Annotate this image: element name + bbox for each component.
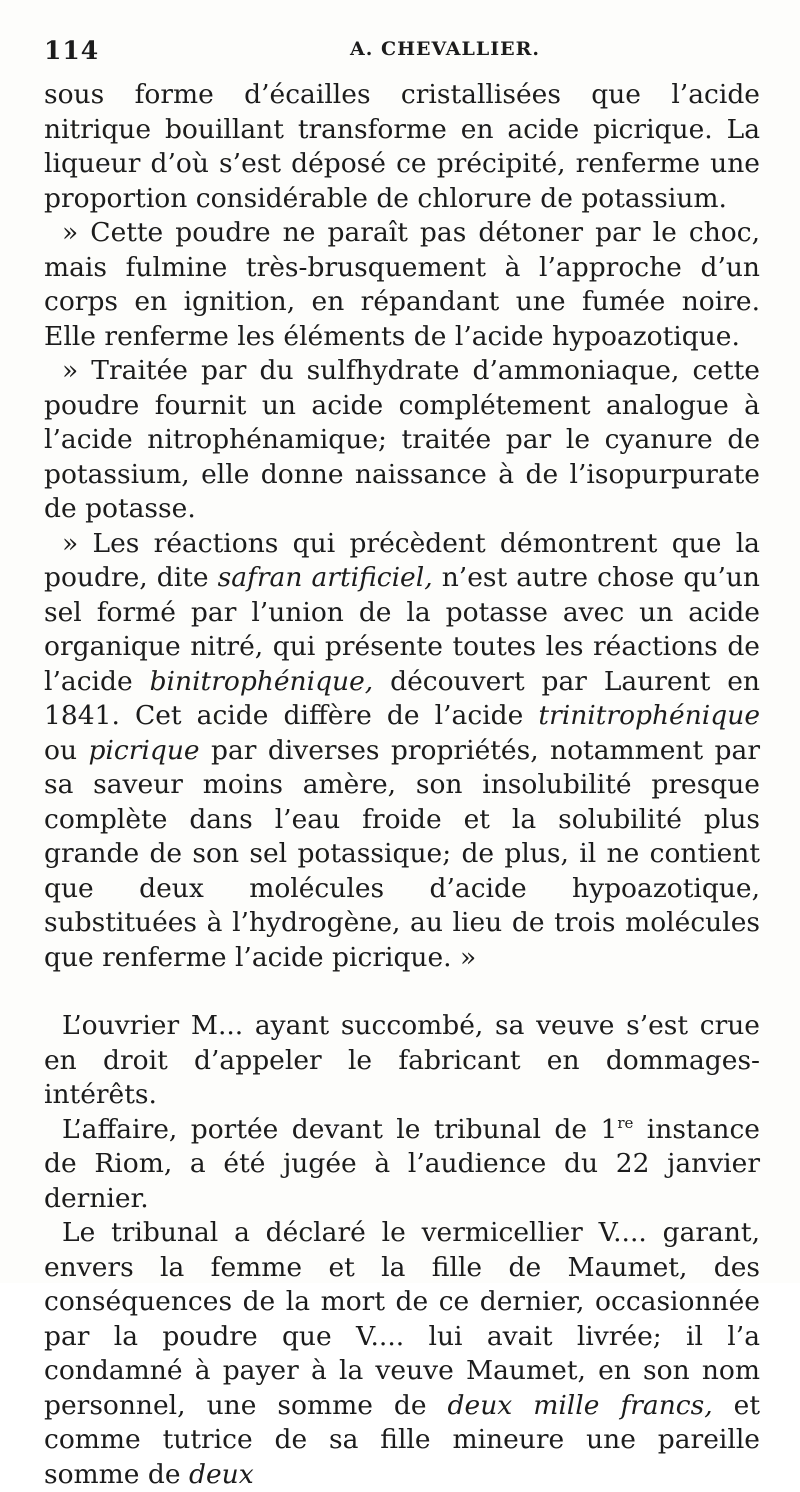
paragraph-4-text-a: » Les réactions qui précèdent démontrent que la poudre, dite xyxy=(44,527,760,593)
paragraph-6-text-a: L’affaire, portée devant le tribunal de 1 xyxy=(62,1113,618,1145)
paragraph-4-text-i: par diverses propriétés, notamment par sa saveur moins amère, son insolubilité presque complète dans l’eau froide et la solubilité plus grande de son sel potassique; de plus, il ne contient que deux molécules d’acide hypoazotique, substituées à l’hydrogène, au lieu de trois molécules que renferme l’acide picrique. » xyxy=(44,734,760,973)
paragraph-1: sous forme d’écailles cristallisées que l’acide nitrique bouillant transforme en acide picrique. La liqueur d’où s’est déposé ce précipité, renferme une proportion considérable de chlorure de potassium. xyxy=(44,79,760,214)
paragraph-4-italic-picrique: picrique xyxy=(88,734,200,766)
paragraph-7-italic-deux: deux xyxy=(189,1458,254,1490)
running-head: A. CHEVALLIER. xyxy=(350,38,541,60)
body-text xyxy=(44,78,760,1492)
paragraph-7-text-c: et comme tutrice de sa fille mineure une pareille somme de xyxy=(44,1389,760,1490)
paragraph-4-text-c: n’est autre chose qu’un sel formé par l’union de la potasse avec un acide organique nitré, qui présente toutes les réactions de l’acide xyxy=(44,562,760,697)
paragraph-2: » Cette poudre ne paraît pas détoner par le choc, mais fulmine très-brusquement à l’approche d’un corps en ignition, en répandant une fumée noire. Elle renferme les éléments de l’acide hypoazotique. xyxy=(44,217,760,352)
paragraph-6-superscript: re xyxy=(617,1113,634,1132)
page-header xyxy=(40,36,760,70)
paragraph-7-italic-deux-mille-francs: deux mille francs, xyxy=(447,1389,713,1421)
paragraph-4-text-e: découvert par Laurent en 1841. Cet acide diffère de l’acide xyxy=(44,665,760,731)
paragraph-4 xyxy=(44,527,760,976)
paragraph-6 xyxy=(44,1113,760,1217)
paragraph-4-text-g: ou xyxy=(44,734,89,766)
paragraph-7-text-a: Le tribunal a déclaré le vermicellier V.... garant, envers la femme et la fille de Maumet, des conséquences de la mort de ce dernier, occasionnée par la poudre que V.... lui avait livrée; il l’a condamné à payer à la veuve Maumet, en son nom personnel, une somme de xyxy=(44,1217,760,1421)
paragraph-4-italic-trinitrophenique: trinitrophénique xyxy=(538,700,760,731)
paragraph-6-text-b: instance de Riom, a été jugée à l’audience du 22 janvier dernier. xyxy=(44,1113,760,1214)
section-gap xyxy=(44,975,760,1009)
paragraph-5: L’ouvrier M... ayant succombé, sa veuve s’est crue en droit d’appeler le fabricant en dommages-intérêts. xyxy=(44,1010,760,1110)
paragraph-4-italic-binitrophenique: binitrophénique, xyxy=(149,665,374,697)
page-number: 114 xyxy=(44,36,100,65)
paragraph-7 xyxy=(44,1216,760,1492)
paragraph-4-italic-safran: safran artificiel, xyxy=(217,562,433,593)
paragraph-3: » Traitée par du sulfhydrate d’ammoniaque, cette poudre fournit un acide complétement analogue à l’acide nitrophénamique; traitée par le cyanure de potassium, elle donne naissance à de l’isopurpurate de potasse. xyxy=(44,355,760,524)
